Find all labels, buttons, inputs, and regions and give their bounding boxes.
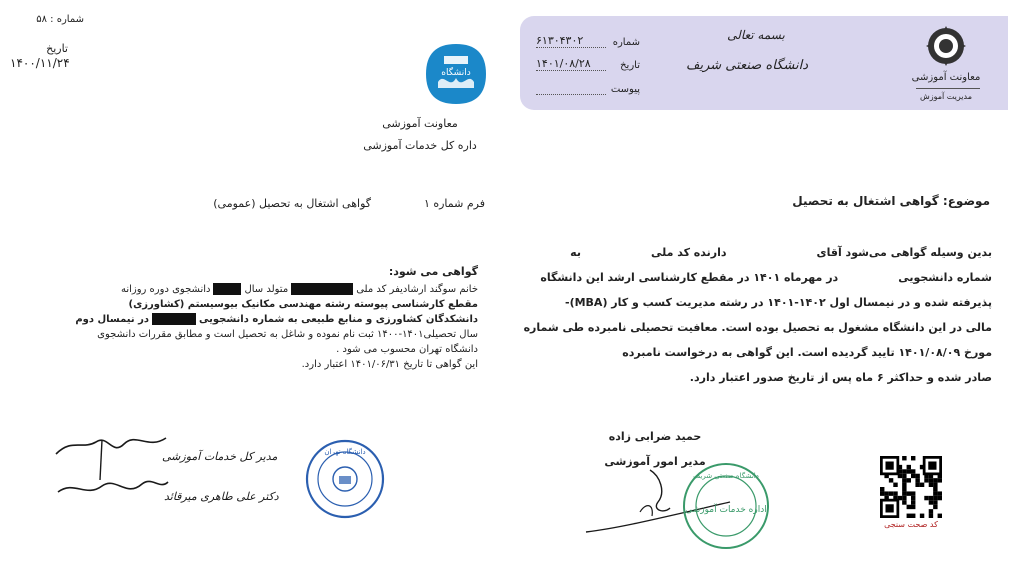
date-value: ۱۴۰۰/۱۱/۲۴ (10, 56, 70, 70)
redaction-bar (291, 283, 353, 295)
certificate-body (68, 282, 478, 372)
verification-qr-code (880, 456, 942, 518)
body-text: در نیمسال دوم (75, 314, 150, 325)
svg-text:دانشگاه صنعتی شریف: دانشگاه صنعتی شریف (693, 472, 759, 480)
university-logo-icon (424, 42, 488, 106)
dept-name: معاونت آموزشی (911, 72, 981, 83)
form-title: گواهی اشتغال به تحصیل (عمومی) (213, 197, 371, 210)
official-stamp (304, 438, 386, 520)
body-text: دانشگاه تهران محسوب می شود . (336, 344, 478, 355)
official-stamp (680, 460, 772, 552)
body-text: این گواهی تا تاریخ ۱۴۰۱/۰۶/۳۱ اعتبار دارد. (301, 359, 478, 370)
body-text: دانشجوی دوره روزانه (120, 284, 211, 295)
body-text: شماره دانشجویی (898, 271, 992, 284)
subject-line: موضوع: گواهی اشتغال به تحصیل (792, 194, 990, 208)
divider (916, 88, 980, 89)
dept-subname: داره کل خدمات آموزشی (363, 139, 477, 152)
body-text: مورخ ۱۴۰۱/۰۸/۰۹ تایید گردیده است. این گواهی به درخواست نامبرده (622, 346, 992, 359)
right-certificate (520, 0, 1024, 576)
svg-text:مدیر کل خدمات آموزشی: مدیر کل خدمات آموزشی (162, 450, 278, 463)
body-text: در مهرماه ۱۴۰۱ در مقطع کارشناسی ارشد این دانشگاه (540, 271, 839, 284)
body-text: به (570, 246, 581, 259)
body-text: خانم سوگند ارشادیفر کد ملی (356, 284, 478, 295)
signer-name: حمید ضرابی زاده (608, 430, 702, 443)
gear-logo-icon (924, 24, 968, 68)
svg-text:دکتر علی طاهری میرقائد: دکتر علی طاهری میرقائد (164, 490, 279, 503)
body-text: بدین وسیله گواهی می‌شود آقای (816, 246, 992, 259)
number-label: شماره (612, 37, 640, 48)
attachment-line (536, 94, 606, 95)
signer-title: مدیر امور آموزشی (604, 455, 706, 468)
stamp-icon (680, 460, 772, 552)
sharif-logo (924, 24, 968, 68)
body-text: دانشکدگان کشاورزی و منابع طبیعی به شماره دانشجویی (199, 314, 478, 325)
university-name: دانشگاه صنعتی شریف (686, 58, 808, 73)
svg-text:دانشگاه تهران: دانشگاه تهران (324, 448, 366, 456)
body-text: مالی در این دانشگاه مشغول به تحصیل بوده است. معافیت تحصیلی نامبرده طی شماره (523, 321, 992, 334)
body-text: سال تحصیلی۱۴۰۱-۱۴۰۰ ثبت نام نموده و شاغل به تحصیل است و مطابق مقررات دانشجوی (97, 329, 478, 340)
signature-icon (52, 420, 279, 510)
body-text: پذیرفته شده و در نیمسال اول ۱۴۰۲-۱۴۰۱ در رشته مدیریت کسب و کار (MBA)- (565, 296, 992, 309)
body-text: صادر شده و حداکثر ۶ ماه پس از تاریخ صدور اعتبار دارد. (689, 371, 992, 384)
body-text: دارنده کد ملی (650, 246, 727, 259)
dept-name: معاونت آموزشی (382, 117, 458, 130)
university-logo (424, 42, 488, 106)
redaction-bar (152, 313, 196, 325)
qr-code-icon (880, 456, 942, 518)
certificate-heading: گواهی می شود: (388, 265, 478, 278)
body-text: مقطع کارشناسی پیوسته رشته مهندسی مکانیک بیوسیستم (کشاورزی) (128, 299, 478, 310)
number-value: ۶۱۳۰۴۳۰۲ (536, 34, 606, 48)
stamp-icon (304, 438, 386, 520)
certificate-body (523, 240, 992, 390)
date-label: تاریخ (46, 42, 68, 55)
director-signature (52, 420, 279, 510)
redaction-bar (213, 283, 241, 295)
date-value: ۱۴۰۱/۰۸/۲۸ (536, 57, 606, 71)
date-label: تاریخ (620, 60, 640, 71)
letter-number: شماره : ۵۸ (36, 14, 84, 25)
svg-text:اداره خدمات آموزشی: اداره خدمات آموزشی (685, 505, 767, 515)
body-text: متولد سال (244, 284, 289, 295)
bismillah-heading: بسمه تعالی (727, 28, 785, 42)
svg-text:دانشگاه: دانشگاه (441, 68, 471, 78)
attachment-label: پیوست (610, 84, 640, 95)
qr-caption: کد صحت سنجی (884, 520, 938, 529)
form-number: فرم شماره ۱ (423, 197, 485, 210)
sub-dept-name: مدیریت آموزش (919, 92, 973, 101)
